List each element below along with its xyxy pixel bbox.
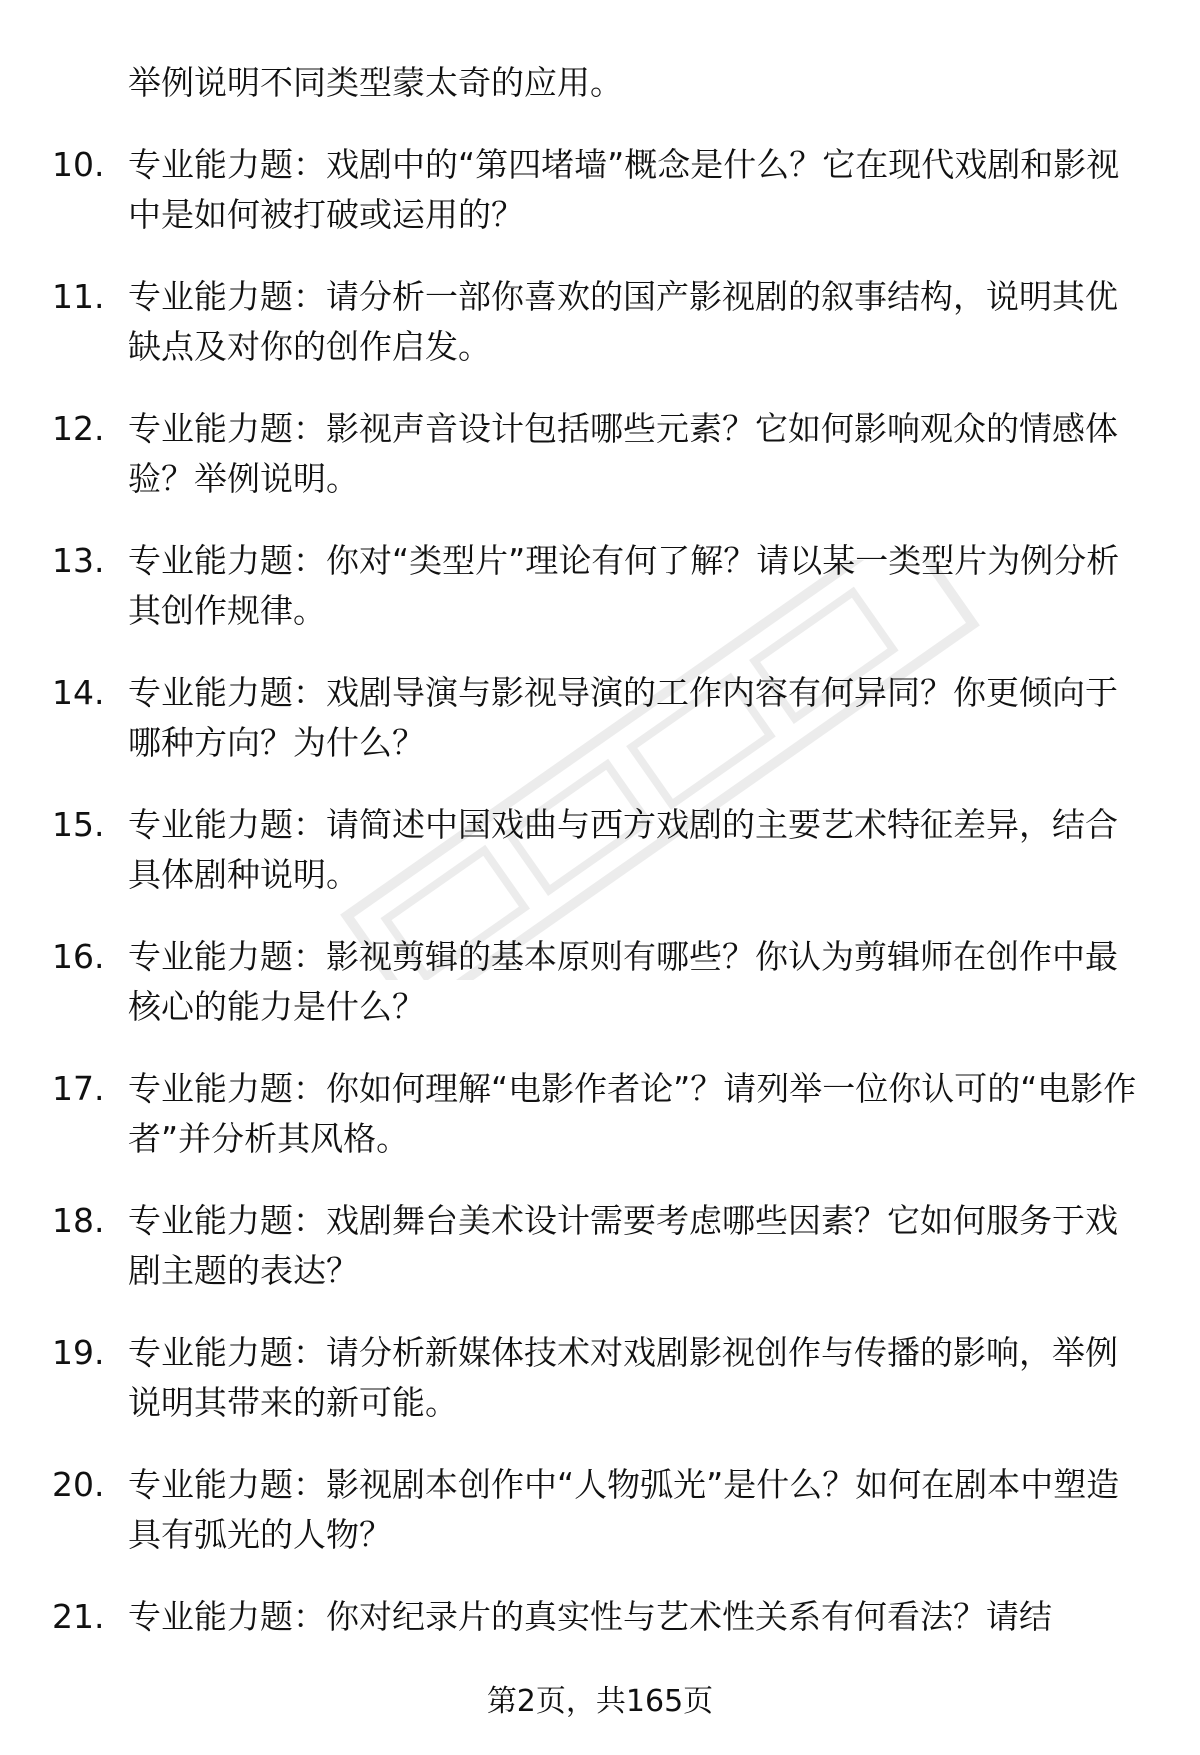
- question-number: 10.: [52, 145, 105, 184]
- question-item: [0, 140, 1200, 272]
- question-continuation: 举例说明不同类型蒙太奇的应用。: [128, 63, 623, 102]
- question-text: 专业能力题：请分析新媒体技术对戏剧影视创作与传播的影响，举例说明其带来的新可能。: [128, 1333, 1118, 1422]
- question-text: 专业能力题：影视剧本创作中“人物弧光”是什么？如何在剧本中塑造具有弧光的人物？: [128, 1465, 1120, 1554]
- question-text: 专业能力题：戏剧中的“第四堵墙”概念是什么？它在现代戏剧和影视中是如何被打破或运用的？: [128, 145, 1120, 234]
- question-number: 16.: [52, 937, 105, 976]
- question-number: 13.: [52, 541, 105, 580]
- page-footer: 第2页，共165页: [486, 1684, 714, 1719]
- question-item: [0, 536, 1200, 668]
- question-number: 21.: [52, 1597, 105, 1636]
- question-text: 专业能力题：影视声音设计包括哪些元素？它如何影响观众的情感体验？举例说明。: [128, 409, 1118, 498]
- question-text: 专业能力题：戏剧导演与影视导演的工作内容有何异同？你更倾向于哪种方向？为什么？: [128, 673, 1118, 762]
- question-number: 12.: [52, 409, 105, 448]
- question-number: 11.: [52, 277, 105, 316]
- question-item: [0, 1328, 1200, 1460]
- question-text: 专业能力题：请分析一部你喜欢的国产影视剧的叙事结构，说明其优缺点及对你的创作启发。: [128, 277, 1118, 366]
- question-item: [0, 272, 1200, 404]
- question-number: 18.: [52, 1201, 105, 1240]
- question-text: 专业能力题：影视剪辑的基本原则有哪些？你认为剪辑师在创作中最核心的能力是什么？: [128, 937, 1118, 1026]
- question-item: [0, 668, 1200, 800]
- question-list: [0, 140, 1200, 1724]
- question-item: [0, 1460, 1200, 1592]
- question-item: [0, 1196, 1200, 1328]
- question-number: 14.: [52, 673, 105, 712]
- question-number: 15.: [52, 805, 105, 844]
- question-text: 专业能力题：你如何理解“电影作者论”？请列举一位你认可的“电影作者”并分析其风格。: [128, 1069, 1137, 1158]
- question-text: 专业能力题：你对“类型片”理论有何了解？请以某一类型片为例分析其创作规律。: [128, 541, 1120, 630]
- question-number: 17.: [52, 1069, 105, 1108]
- question-item: [0, 1064, 1200, 1196]
- question-number: 19.: [52, 1333, 105, 1372]
- question-text: 专业能力题：戏剧舞台美术设计需要考虑哪些因素？它如何服务于戏剧主题的表达？: [128, 1201, 1118, 1290]
- question-text: 专业能力题：请简述中国戏曲与西方戏剧的主要艺术特征差异，结合具体剧种说明。: [128, 805, 1118, 894]
- question-item: [0, 800, 1200, 932]
- question-text: 专业能力题：你对纪录片的真实性与艺术性关系有何看法？请结: [128, 1597, 1052, 1636]
- question-item: [0, 932, 1200, 1064]
- question-item: [0, 404, 1200, 536]
- question-number: 20.: [52, 1465, 105, 1504]
